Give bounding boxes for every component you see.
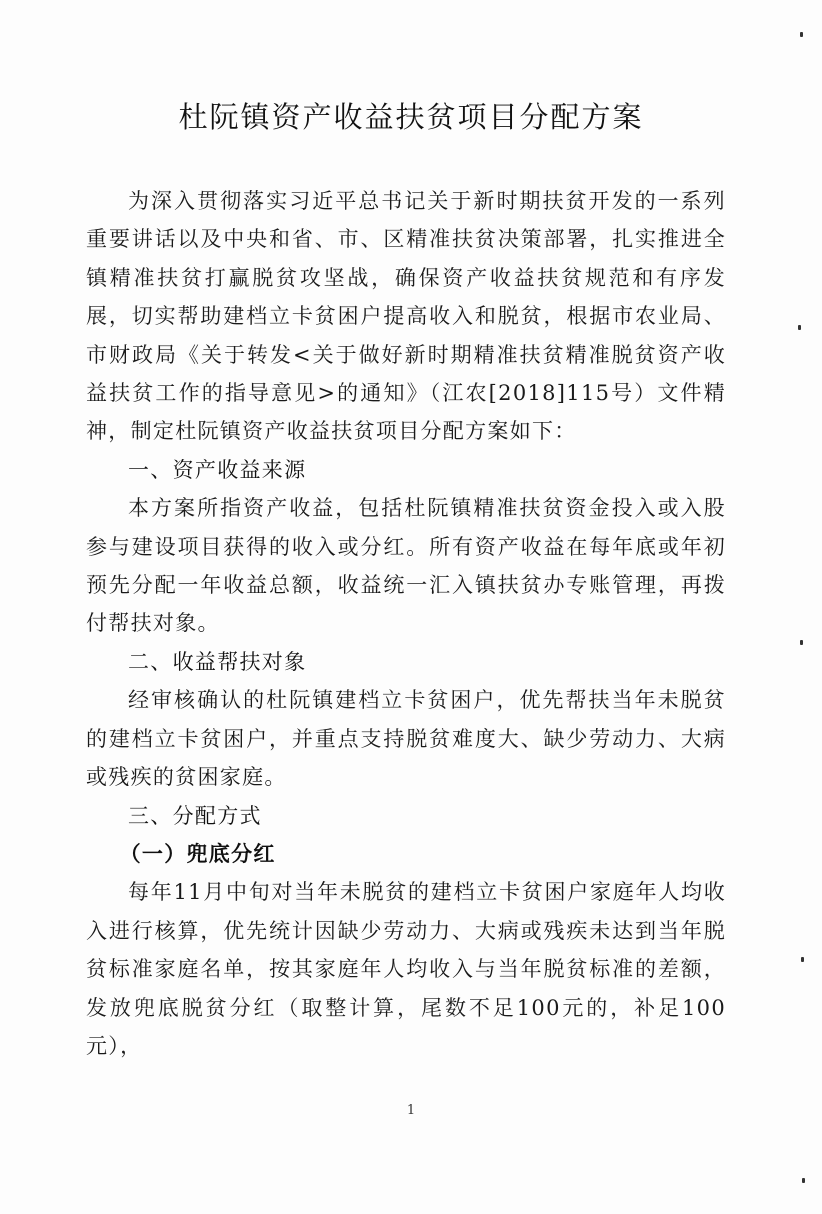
scan-mark <box>802 1178 805 1183</box>
section-3-heading: 三、分配方式 <box>128 803 262 828</box>
page-number: 1 <box>406 1103 416 1118</box>
section-3-sub-1-heading: （一）兜底分红 <box>119 841 276 866</box>
scan-mark <box>800 32 803 37</box>
section-2-paragraph: 经审核确认的杜阮镇建档立卡贫困户，优先帮扶当年未脱贫的建档立卡贫困户，并重点支持脱贫难度大、缺少劳动力、大病或残疾的贫困家庭。 <box>86 688 726 790</box>
section-2-heading: 二、收益帮扶对象 <box>128 649 307 674</box>
scan-mark <box>798 325 801 330</box>
scan-mark <box>801 957 804 962</box>
document-body <box>86 182 726 1065</box>
section-1-paragraph: 本方案所指资产收益，包括杜阮镇精准扶贫资金投入或入股参与建设项目获得的收入或分红。所有资产收益在每年底或年初预先分配一年收益总额，收益统一汇入镇扶贫办专账管理，再拨付帮扶对象。 <box>86 496 726 636</box>
document-title: 杜阮镇资产收益扶贫项目分配方案 <box>178 100 644 134</box>
section-1-heading: 一、资产收益来源 <box>128 457 307 482</box>
scan-mark <box>800 640 803 645</box>
section-3-sub-1-paragraph: 每年11月中旬对当年未脱贫的建档立卡贫困户家庭年人均收入进行核算，优先统计因缺少劳动力、大病或残疾未达到当年脱贫标准家庭名单，按其家庭年人均收入与当年脱贫标准的差额，发放兜底脱贫分红（取整计算，尾数不足100元的，补足100元）， <box>86 880 726 1058</box>
intro-paragraph: 为深入贯彻落实习近平总书记关于新时期扶贫开发的一系列重要讲话以及中央和省、市、区精准扶贫决策部署，扎实推进全镇精准扶贫打赢脱贫攻坚战，确保资产收益扶贫规范和有序发展，切实帮助建档立卡贫困户提高收入和脱贫，根据市农业局、市财政局《关于转发<关于做好新时期精准扶贫精准脱贫资产收益扶贫工作的指导意见>的通知》（江农[2018]115号）文件精神，制定杜阮镇资产收益扶贫项目分配方案如下： <box>86 189 726 444</box>
